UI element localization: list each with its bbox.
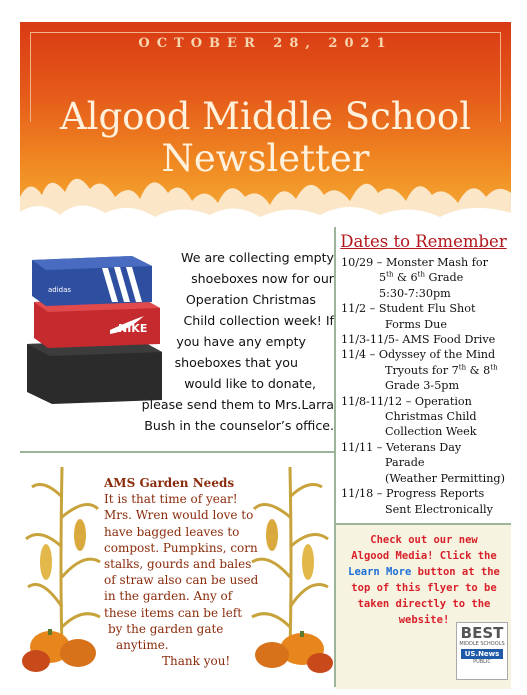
badge-subtitle: MIDDLE SCHOOLS — [459, 641, 505, 647]
date-item-10-29-cont: 5th & 6th Grade — [379, 270, 464, 285]
garden-text-line: Mrs. Wren would love to — [104, 508, 254, 523]
date-item-11-8: 11/8-11/12 – Operation — [341, 394, 472, 408]
shoebox-text-line: you have any empty — [176, 334, 306, 349]
garden-text-line: stalks, gourds and bales — [104, 557, 252, 572]
garden-text-line: compost. Pumpkins, corn — [104, 540, 258, 555]
garden-text-line: anytime. — [116, 638, 169, 653]
dates-list — [341, 255, 511, 517]
badge-best: BEST — [460, 624, 504, 642]
date-item-11-2-cont: Forms Due — [385, 317, 447, 331]
column-divider — [334, 227, 336, 687]
date-item-11-3: 11/3-11/5- AMS Food Drive — [341, 333, 496, 347]
badge-public: PUBLIC — [473, 659, 491, 665]
date-item-10-29-time: 5:30-7:30pm — [379, 286, 451, 300]
date-item-11-18: 11/18 – Progress Reports — [341, 487, 485, 501]
media-line: Algood Media! Click the — [351, 550, 497, 562]
garden-thank-you: Thank you! — [162, 654, 231, 669]
adidas-logo-text: adidas — [48, 286, 72, 294]
nike-logo-text: NIKE — [118, 322, 148, 335]
shoebox-text-line: Bush in the counselor’s office. — [144, 418, 334, 433]
media-line: top of this flyer to be — [351, 582, 497, 594]
date-item-11-4: 11/4 – Odyssey of the Mind — [341, 348, 496, 362]
media-line: Learn More button at the — [348, 566, 500, 578]
shoebox-text-line: Operation Christmas — [185, 292, 316, 307]
shoebox-drive-notice — [122, 247, 334, 436]
date-item-11-18-cont: Sent Electronically — [385, 502, 493, 516]
garden-text-line: It is that time of year! — [104, 492, 238, 507]
title-line-1: Algood Middle School — [59, 95, 472, 138]
media-line: taken directly to the — [357, 598, 491, 610]
dates-to-remember-heading: Dates to Remember — [340, 232, 507, 251]
date-item-11-4-time: Grade 3-5pm — [385, 379, 460, 393]
shoebox-text-line: shoeboxes that you — [174, 355, 298, 370]
date-item-11-11-cont: Parade — [385, 456, 425, 470]
date-item-11-2: 11/2 – Student Flu Shot — [341, 302, 476, 316]
shoebox-text-line: would like to donate, — [184, 376, 316, 391]
algood-media-callout — [340, 532, 508, 628]
date-item-11-8-cont2: Collection Week — [385, 425, 477, 439]
garden-text-line: of straw also can be used — [104, 573, 259, 588]
section-divider — [20, 451, 334, 453]
shoebox-text-line: Child collection week! If — [183, 313, 334, 328]
shoebox-text-line: shoeboxes now for our — [191, 271, 334, 286]
banner-frame-top — [30, 32, 501, 34]
media-line: Check out our new — [370, 534, 478, 546]
date-item-10-29: 10/29 – Monster Mash for — [341, 256, 488, 269]
newsletter-date: OCTOBER 28, 2021 — [138, 36, 393, 51]
date-item-11-11: 11/11 – Veterans Day — [341, 440, 462, 454]
best-schools-badge — [456, 622, 508, 680]
garden-needs-heading: AMS Garden Needs — [104, 476, 235, 490]
shoebox-text-line: We are collecting empty — [181, 250, 334, 265]
garden-text-line: in the garden. Any of — [104, 589, 233, 604]
date-item-11-11-cont2: (Weather Permitting) — [385, 471, 505, 485]
header-banner — [20, 22, 511, 227]
date-item-11-8-cont: Christmas Child — [385, 410, 477, 424]
autumn-leaves-decoration — [20, 157, 511, 227]
corn-stalk-pumpkin-left — [22, 457, 104, 675]
media-line: website! — [398, 614, 450, 626]
garden-text-line: these items can be left — [104, 605, 243, 620]
title-line-2: Newsletter — [161, 137, 370, 180]
garden-text-line: by the garden gate — [108, 621, 224, 636]
usnews-logo: US.News — [461, 649, 503, 659]
learn-more-text: Learn More — [348, 566, 412, 578]
date-item-11-4-cont: Tryouts for 7th & 8th — [385, 363, 498, 377]
shoebox-text-line: please send them to Mrs.Larra — [141, 397, 334, 412]
garden-needs-section — [104, 475, 264, 669]
garden-text-line: have bagged leaves to — [104, 524, 240, 539]
